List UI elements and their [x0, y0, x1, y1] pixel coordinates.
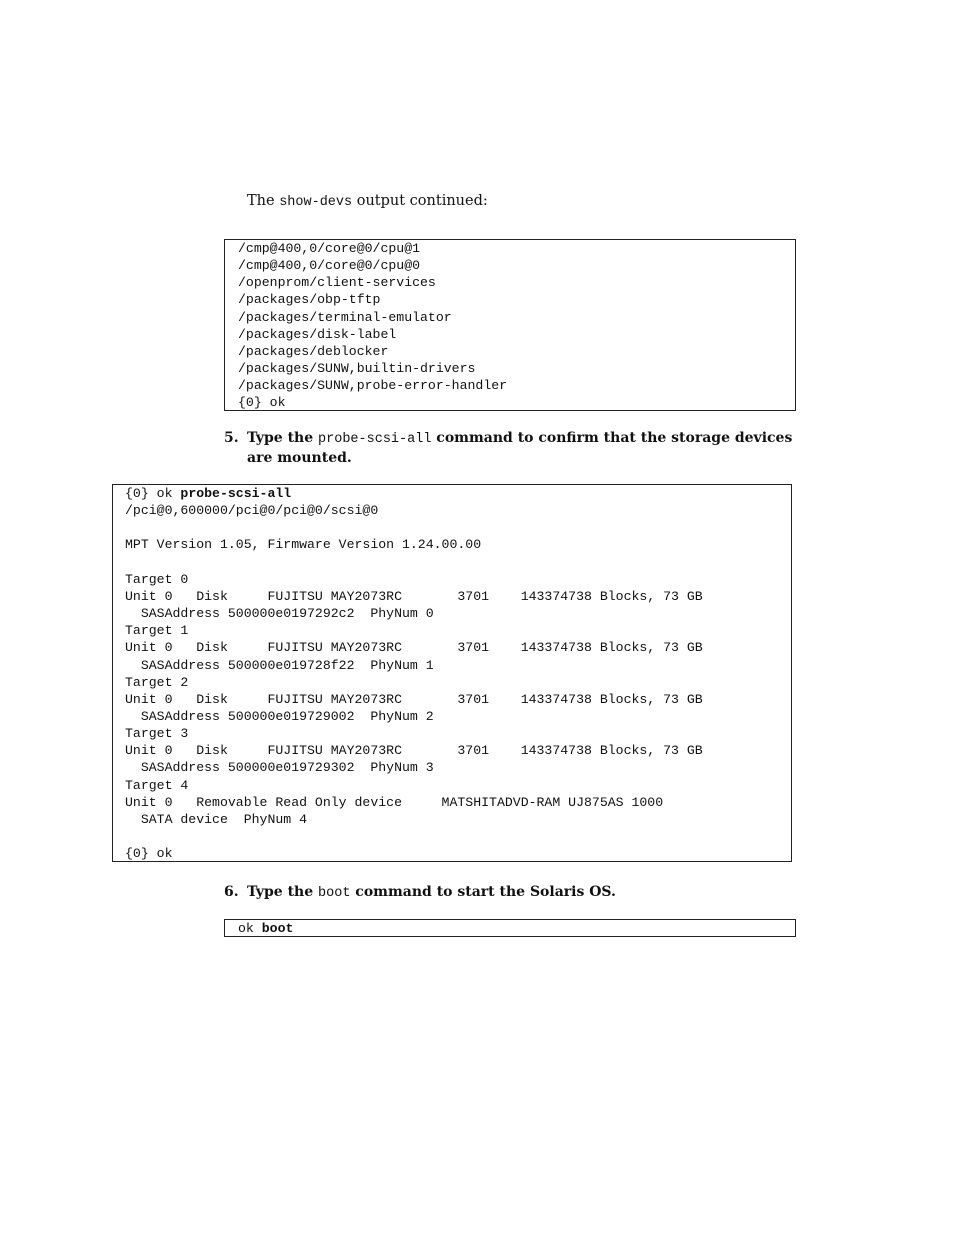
probe-scsi-output-line: Unit 0 Disk FUJITSU MAY2073RC 3701 143374738 Blocks, 73 GB [125, 640, 703, 656]
probe-scsi-output-line: Target 2 [125, 674, 189, 690]
probe-scsi-output-line: Unit 0 Disk FUJITSU MAY2073RC 3701 143374738 Blocks, 73 GB [125, 743, 703, 759]
intro-paragraph [247, 192, 488, 212]
probe-scsi-output-line: Target 3 [125, 726, 189, 742]
probe-scsi-output-line: Unit 0 Disk FUJITSU MAY2073RC 3701 143374738 Blocks, 73 GB [125, 588, 703, 604]
probe-scsi-output-line [125, 828, 791, 845]
probe-scsi-output-line: Unit 0 Disk FUJITSU MAY2073RC 3701 143374738 Blocks, 73 GB [125, 691, 703, 707]
show-devs-output-line: /openprom/client-services [238, 275, 436, 291]
probe-scsi-output [125, 485, 791, 862]
boot-command-line [238, 920, 795, 937]
probe-scsi-output-line: Target 4 [125, 777, 189, 793]
probe-scsi-output-line [125, 554, 791, 571]
probe-prompt: {0} ok [125, 486, 181, 501]
probe-scsi-output-box [112, 484, 792, 862]
boot-output-box [224, 919, 796, 937]
show-devs-output-line: /cmp@400,0/core@0/cpu@0 [238, 258, 421, 274]
step-5-text-after: command to confirm that the storage devices are mounted. [247, 430, 793, 466]
step-6-command: boot [318, 886, 351, 901]
show-devs-output-line: /packages/deblocker [238, 343, 389, 359]
show-devs-output-line: /packages/disk-label [238, 326, 397, 342]
step-6-number: 6. [224, 884, 239, 900]
show-devs-output-box [224, 239, 796, 411]
intro-text-after: output continued: [352, 193, 488, 209]
probe-scsi-output-line [125, 519, 791, 536]
step-5 [224, 429, 796, 469]
show-devs-output-line: /packages/terminal-emulator [238, 309, 452, 325]
intro-command: show-devs [279, 195, 353, 210]
probe-scsi-output-line: /pci@0,600000/pci@0/pci@0/scsi@0 [125, 503, 379, 519]
probe-scsi-output-line: SASAddress 500000e019729302 PhyNum 3 [125, 760, 434, 776]
step-5-command: probe-scsi-all [318, 432, 432, 447]
probe-scsi-output-line: {0} ok [125, 846, 173, 862]
probe-scsi-output-line: SATA device PhyNum 4 [125, 811, 308, 827]
probe-scsi-output-line: Unit 0 Removable Read Only device MATSHITADVD-RAM UJ875AS 1000 [125, 794, 664, 810]
step-5-text [247, 429, 797, 467]
probe-scsi-result-lines [125, 502, 791, 862]
intro-text-before: The [247, 193, 280, 209]
boot-output [238, 920, 795, 937]
show-devs-output-line: {0} ok [238, 395, 286, 411]
show-devs-output-line: /packages/SUNW,builtin-drivers [238, 361, 476, 377]
show-devs-output [238, 240, 795, 411]
step-5-text-before: Type the [247, 430, 319, 446]
boot-command: boot [261, 921, 294, 936]
probe-scsi-output-line: SASAddress 500000e019728f22 PhyNum 1 [125, 657, 434, 673]
show-devs-output-line: /packages/SUNW,probe-error-handler [238, 378, 508, 394]
probe-scsi-command-line [125, 485, 791, 502]
step-5-number: 5. [224, 430, 239, 446]
show-devs-output-line: /cmp@400,0/core@0/cpu@1 [238, 241, 421, 256]
step-6 [224, 883, 796, 903]
step-6-text [247, 883, 797, 903]
boot-prompt: ok [238, 921, 262, 936]
probe-command: probe-scsi-all [180, 486, 292, 501]
probe-scsi-output-line: SASAddress 500000e019729002 PhyNum 2 [125, 709, 434, 724]
probe-scsi-output-line: MPT Version 1.05, Firmware Version 1.24.00.00 [125, 537, 482, 553]
probe-scsi-output-line: SASAddress 500000e0197292c2 PhyNum 0 [125, 606, 434, 622]
probe-scsi-output-line: Target 0 [125, 571, 189, 587]
probe-scsi-output-line: Target 1 [125, 623, 189, 639]
step-6-text-before: Type the [247, 884, 319, 900]
show-devs-output-line: /packages/obp-tftp [238, 292, 381, 308]
step-6-text-after: command to start the Solaris OS. [350, 884, 616, 900]
